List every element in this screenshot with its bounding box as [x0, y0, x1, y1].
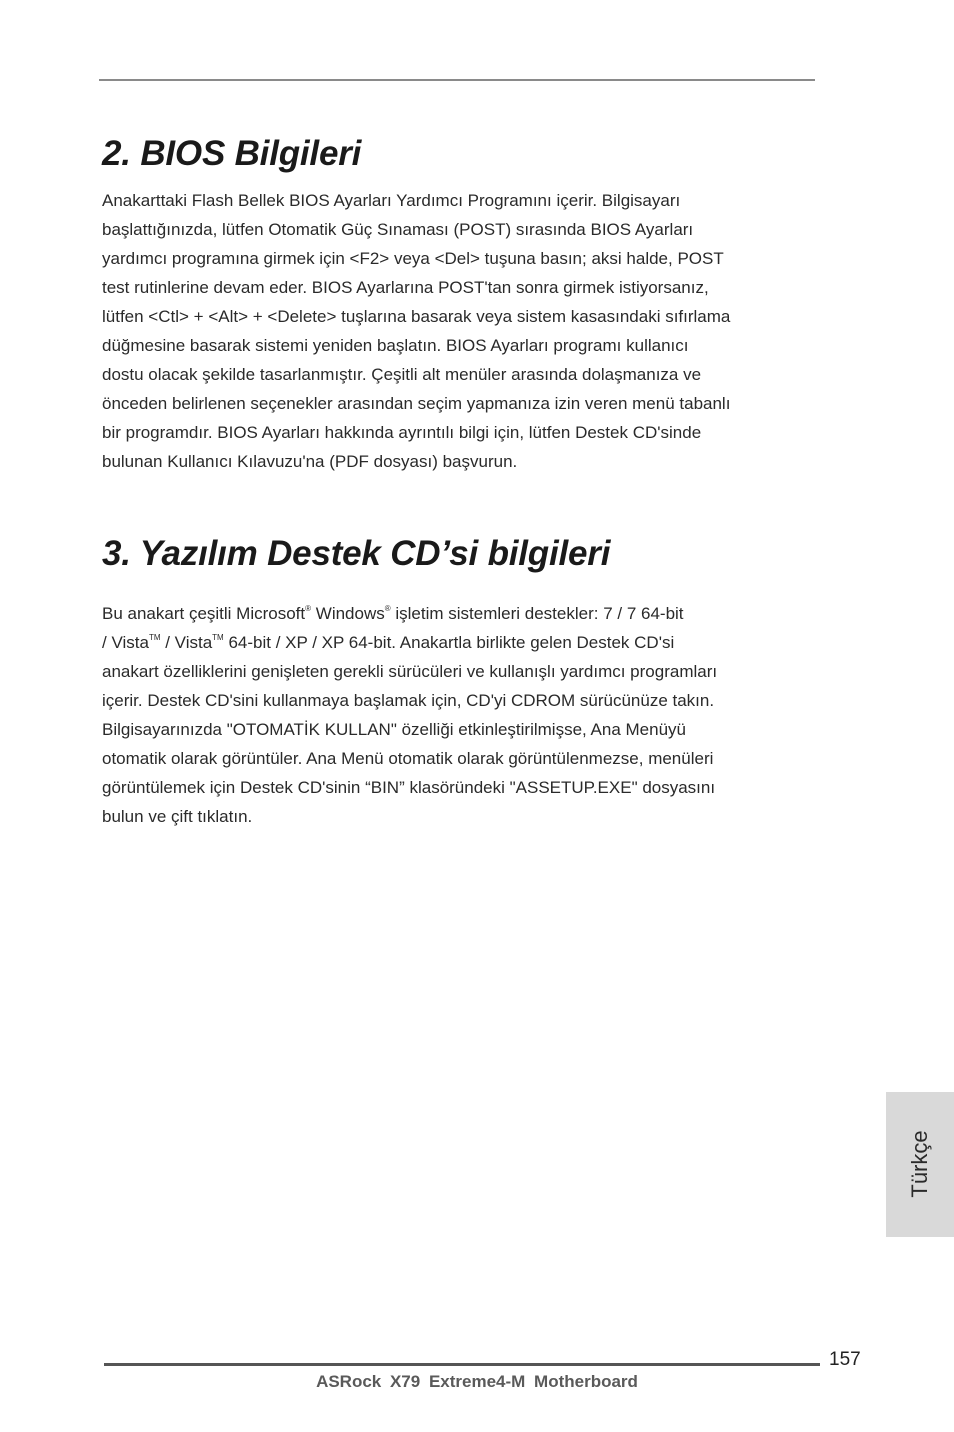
paragraph-line: görüntülemek için Destek CD'sinin “BIN” klasöründeki "ASSETUP.EXE" dosyasını [102, 778, 716, 797]
paragraph-line: başlattığınızda, lütfen Otomatik Güç Sınaması (POST) sırasında BIOS Ayarları [102, 220, 694, 239]
paragraph-line: Anakarttaki Flash Bellek BIOS Ayarları Yardımcı Programını içerir. Bilgisayarı [102, 191, 681, 210]
registered-mark: ® [384, 604, 391, 613]
paragraph-line: bir programdır. BIOS Ayarları hakkında ayrıntılı bilgi için, lütfen Destek CD'sinde [102, 423, 702, 442]
paragraph-line-os-support [102, 599, 822, 628]
footer-product-name: ASRock X79 Extreme4-M Motherboard [316, 1372, 638, 1391]
paragraph-line: bulunan Kullanıcı Kılavuzu'na (PDF dosyası) başvurun. [102, 452, 518, 471]
language-tab-label: Türkçe [907, 1130, 932, 1198]
bios-paragraph [102, 186, 822, 476]
paragraph-line: anakart özelliklerini genişleten gerekli sürücüleri ve kullanışlı yardımcı programları [102, 662, 718, 681]
paragraph-line: dostu olacak şekilde tasarlanmıştır. Çeşitli alt menüler arasında dolaşmanıza ve [102, 365, 702, 384]
header-rule [99, 79, 815, 81]
text-run: 64-bit / XP / XP 64-bit. Anakartla birlikte gelen Destek CD'si [223, 633, 675, 652]
paragraph-line-vista [102, 628, 822, 657]
trademark-mark: TM [148, 633, 161, 642]
text-run: Windows [311, 604, 385, 623]
paragraph-line: otomatik olarak görüntüler. Ana Menü otomatik olarak görüntülenmezse, menüleri [102, 749, 714, 768]
paragraph-line: önceden belirlenen seçenekler arasından seçim yapmanıza izin veren menü tabanlı [102, 394, 731, 413]
section-title-support-cd: 3. Yazılım Destek CD’si bilgileri [102, 534, 611, 573]
paragraph-line: içerir. Destek CD'sini kullanmaya başlamak için, CD'yi CDROM sürücünüze takın. [102, 691, 715, 710]
language-tab [886, 1092, 954, 1237]
footer-rule [104, 1363, 820, 1366]
paragraph-line: lütfen <Ctl> + <Alt> + <Delete> tuşlarına basarak veya sistem kasasındaki sıfırlama [102, 307, 731, 326]
paragraph-line: Bilgisayarınızda "OTOMATİK KULLAN" özelliği etkinleştirilmişse, Ana Menüyü [102, 720, 686, 739]
paragraph-line: düğmesine basarak sistemi yeniden başlatın. BIOS Ayarları programı kullanıcı [102, 336, 689, 355]
trademark-mark: TM [212, 633, 224, 642]
text-run: işletim sistemleri destekler: 7 / 7 64-bit [390, 604, 684, 623]
paragraph-line: bulun ve çift tıklatın. [102, 807, 253, 826]
paragraph-line: yardımcı programına girmek için <F2> veya <Del> tuşuna basın; aksi halde, POST [102, 249, 724, 268]
paragraph-line: test rutinlerine devam eder. BIOS Ayarlarına POST'tan sonra girmek istiyorsanız, [102, 278, 709, 297]
text-run: / Vista [160, 633, 213, 652]
text-run: / Vista [102, 633, 149, 652]
text-run: Bu anakart çeşitli Microsoft [102, 604, 306, 623]
section-title-bios: 2. BIOS Bilgileri [102, 134, 362, 173]
support-cd-paragraph [102, 599, 822, 831]
page-number: 157 [829, 1349, 861, 1370]
registered-mark: ® [305, 604, 312, 613]
